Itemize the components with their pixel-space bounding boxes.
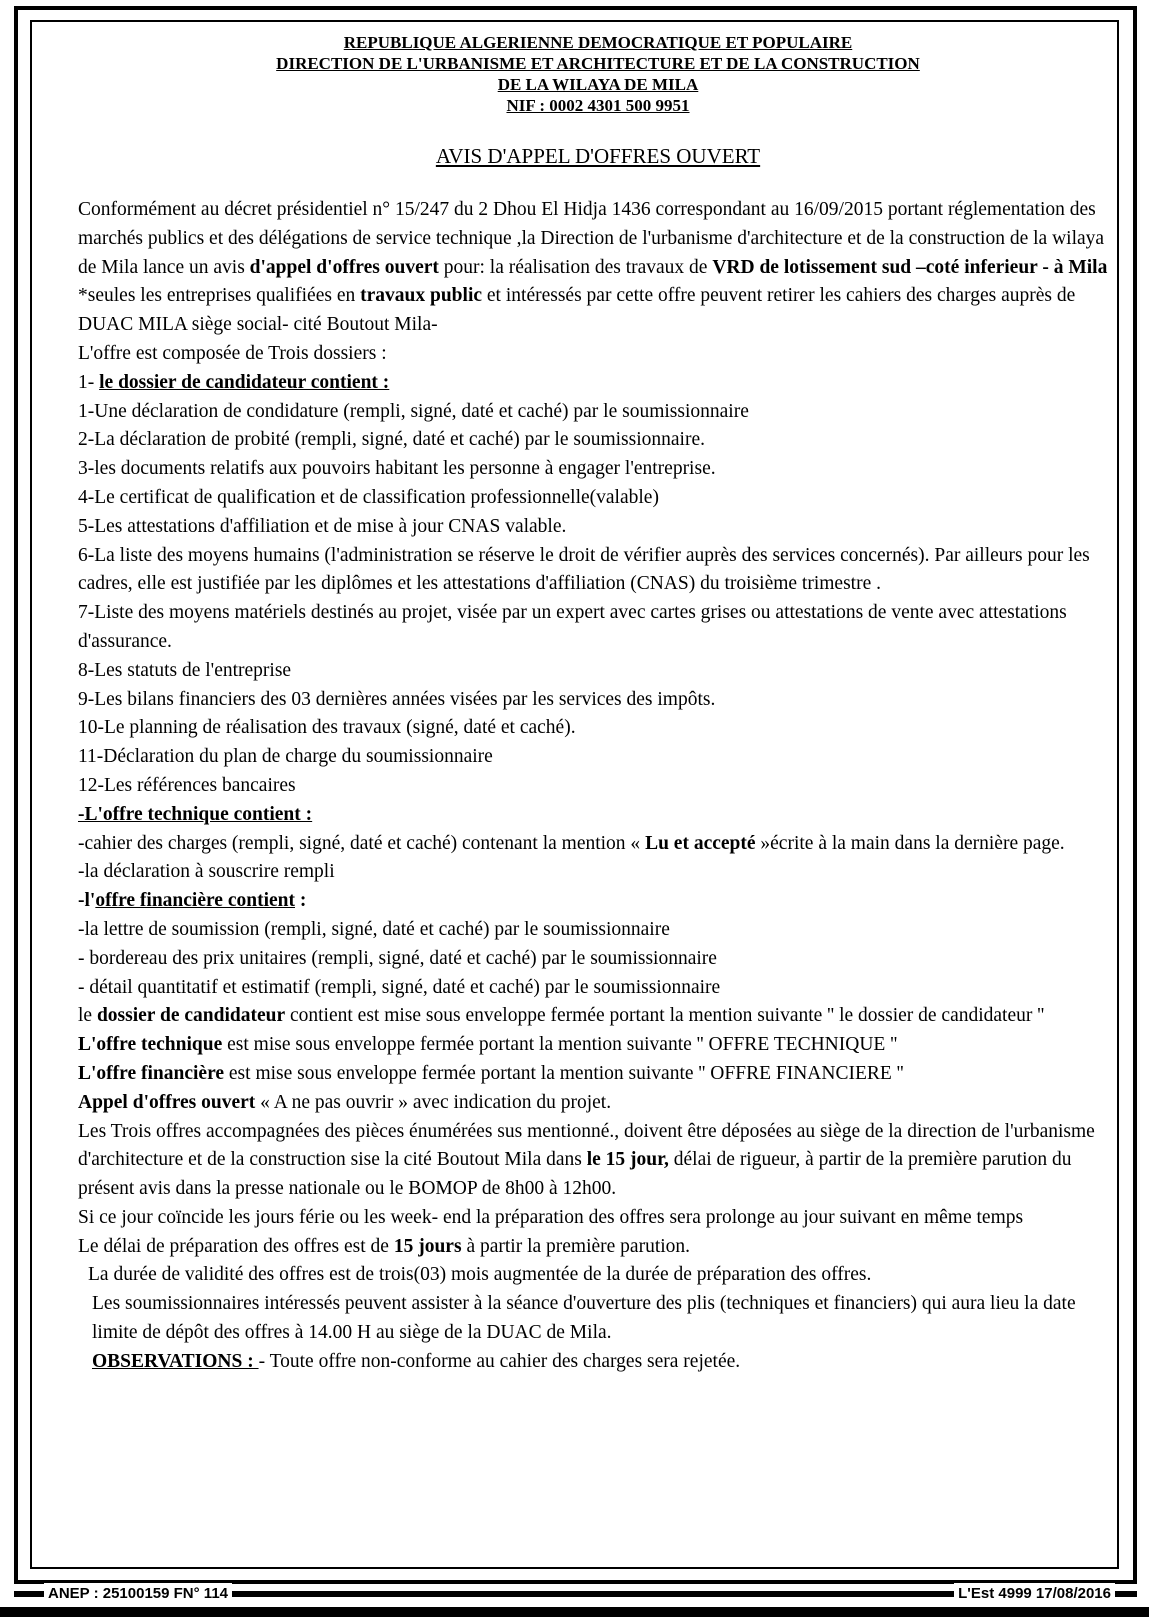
observations-label: OBSERVATIONS : <box>92 1350 259 1372</box>
envelope-technique <box>78 1031 1118 1060</box>
envelope-appel <box>78 1089 1118 1118</box>
notice-header <box>78 32 1118 116</box>
envelope-2-text: est mise sous enveloppe fermée portant la mention suivante '' OFFRE TECHNIQUE '' <box>222 1034 898 1056</box>
technique-heading <box>78 801 1118 830</box>
list-item: 1-Une déclaration de condidature (rempli, signé, daté et caché) par le soumissionnaire <box>78 400 749 422</box>
list-item: 3-les documents relatifs aux pouvoirs habitant les personne à engager l'entreprise. <box>78 458 716 480</box>
envelope-4-text: « A ne pas ouvrir » avec indication du projet. <box>255 1091 612 1113</box>
technique-heading-text: -L'offre technique contient : <box>78 803 313 825</box>
delai-paragraph <box>78 1233 1118 1262</box>
header-nif: NIF : 0002 4301 500 9951 <box>506 96 690 115</box>
header-line-3: DE LA WILAYA DE MILA <box>497 75 699 94</box>
envelope-1-text-2: contient est mise sous enveloppe fermée portant la mention suivante '' le dossier de candidateur '' <box>285 1005 1045 1027</box>
footer-publication-reference: L'Est 4999 17/08/2016 <box>954 1583 1115 1605</box>
observations-text: - Toute offre non-conforme au cahier des charges sera rejetée. <box>258 1350 741 1372</box>
depot-text-1: Les Trois offres accompagnées des pièces énumérées sus mentionné., doivent être déposées au siège de la direction de l'urbanisme d'architecture et de la construction sise la cité Boutout Mila dans <box>78 1120 1095 1171</box>
delai-bold: 15 jours <box>393 1235 462 1257</box>
dossier-heading <box>78 369 1118 398</box>
intro-text-1: Conformément au décret présidentiel n° 15/247 du 2 Dhou El Hidja 1436 correspondant au 16/09/2015 portant réglementation des marchés publics et des délégations de service technique ,la Direction de l'urbanisme d'architecture et de la construction de la wilaya de Mila lance un avis <box>78 199 1105 278</box>
ouverture-paragraph: Les soumissionnaires intéressés peuvent assister à la séance d'ouverture des plis (techniques et financiers) qui aura lieu la date limite de dépôt des offres à 14.00 H au siège de la DUAC de Mila. <box>92 1293 1076 1344</box>
footer-anep-reference: ANEP : 25100159 FN° 114 <box>44 1583 232 1605</box>
list-item: 2-La déclaration de probité (rempli, signé, daté et caché) par le soumissionnaire. <box>78 429 705 451</box>
envelope-financiere <box>78 1060 1118 1089</box>
envelope-2-bold: L'offre technique <box>78 1034 223 1056</box>
depot-text-2: délai de rigueur, à partir de la première parution du présent avis dans la presse nationale ou le BOMOP de 8h00 à 12h00. <box>78 1149 1072 1200</box>
list-item: 9-Les bilans financiers des 03 dernières années visées par les services des impôts. <box>78 688 716 710</box>
dossier-items-list <box>78 398 1118 801</box>
validite-paragraph: La durée de validité des offres est de trois(03) mois augmentée de la durée de préparation des offres. <box>88 1264 872 1286</box>
intro-bold-2: VRD de lotissement sud –coté inferieur - à Mila <box>712 256 1108 278</box>
envelope-1-text-1: le <box>78 1005 97 1027</box>
technique-item-text-1: -cahier des charges (rempli, signé, daté et caché) contenant la mention « <box>78 832 646 854</box>
financiere-prefix: -l' <box>78 890 96 912</box>
list-item: - bordereau des prix unitaires (rempli, signé, daté et caché) par le soumissionnaire <box>78 947 717 969</box>
list-item: -la lettre de soumission (rempli, signé, daté et caché) par le soumissionnaire <box>78 918 670 940</box>
list-item: 4-Le certificat de qualification et de classification professionnelle(valable) <box>78 486 659 508</box>
qualif-text-1: *seules les entreprises qualifiées en <box>78 285 361 307</box>
depot-paragraph <box>78 1118 1118 1204</box>
footer-strip <box>14 1583 1137 1605</box>
intro-text-2: pour: la réalisation des travaux de <box>438 256 713 278</box>
ferie-paragraph: Si ce jour coïncide les jours férie ou les week- end la préparation des offres sera prolonge au jour suivant en même temps <box>78 1206 1024 1228</box>
qualif-text-2: et intéressés par cette offre peuvent retirer les cahiers des charges auprès de DUAC MILA siège social- cité Boutout Mila- <box>78 285 1076 336</box>
list-item: 8-Les statuts de l'entreprise <box>78 659 292 681</box>
header-line-2: DIRECTION DE L'URBANISME ET ARCHITECTURE ET DE LA CONSTRUCTION <box>276 54 920 73</box>
list-item: 6-La liste des moyens humains (l'administration se réserve le droit de vérifier auprès des services concernés). Par ailleurs pour les cadres, elle est justifiée par les diplômes et les attestations d'affiliation (CNAS) du troisième trimestre . <box>78 544 1090 595</box>
envelope-4-bold: Appel d'offres ouvert <box>78 1091 256 1113</box>
bottom-rule <box>0 1607 1149 1617</box>
financiere-heading-text: offre financière contient <box>95 890 295 912</box>
envelope-candidateur <box>78 1002 1118 1031</box>
notice-title: AVIS D'APPEL D'OFFRES OUVERT <box>435 144 761 168</box>
intro-bold-1: d'appel d'offres ouvert <box>249 256 439 278</box>
delai-text-2: à partir la première parution. <box>461 1235 691 1257</box>
list-item: 12-Les références bancaires <box>78 774 296 796</box>
list-item: 10-Le planning de réalisation des travaux (signé, daté et caché). <box>78 717 576 739</box>
financiere-heading <box>78 887 1118 916</box>
intro-paragraph <box>78 196 1118 282</box>
list-item: 11-Déclaration du plan de charge du soumissionnaire <box>78 746 493 768</box>
technique-item-1 <box>78 830 1118 859</box>
dossier-prefix: 1- <box>78 371 100 393</box>
observations-line <box>78 1348 1118 1377</box>
composition-line: L'offre est composée de Trois dossiers : <box>78 342 387 364</box>
list-item: - détail quantitatif et estimatif (rempli, signé, daté et caché) par le soumissionnaire <box>78 976 721 998</box>
financiere-suffix: : <box>294 890 307 912</box>
technique-item-2: -la déclaration à souscrire rempli <box>78 861 335 883</box>
notice-body <box>78 32 1118 1377</box>
qualif-bold: travaux public <box>360 285 483 307</box>
envelope-3-bold: L'offre financière <box>78 1062 225 1084</box>
depot-bold: le 15 jour, <box>586 1149 669 1171</box>
envelope-1-bold: dossier de candidateur <box>96 1005 286 1027</box>
header-line-1: REPUBLIQUE ALGERIENNE DEMOCRATIQUE ET POPULAIRE <box>343 33 853 52</box>
technique-item-bold: Lu et accepté <box>645 832 756 854</box>
envelope-3-text: est mise sous enveloppe fermée portant la mention suivante '' OFFRE FINANCIERE '' <box>224 1062 904 1084</box>
qualification-paragraph <box>78 282 1118 340</box>
technique-item-text-2: »écrite à la main dans la dernière page. <box>755 832 1065 854</box>
list-item: 5-Les attestations d'affiliation et de mise à jour CNAS valable. <box>78 515 567 537</box>
dossier-heading-text: le dossier de candidateur contient : <box>99 371 390 393</box>
delai-text-1: Le délai de préparation des offres est de <box>78 1235 394 1257</box>
list-item: 7-Liste des moyens matériels destinés au projet, visée par un expert avec cartes grises ou attestations de vente avec attestations d'assurance. <box>78 602 1067 652</box>
